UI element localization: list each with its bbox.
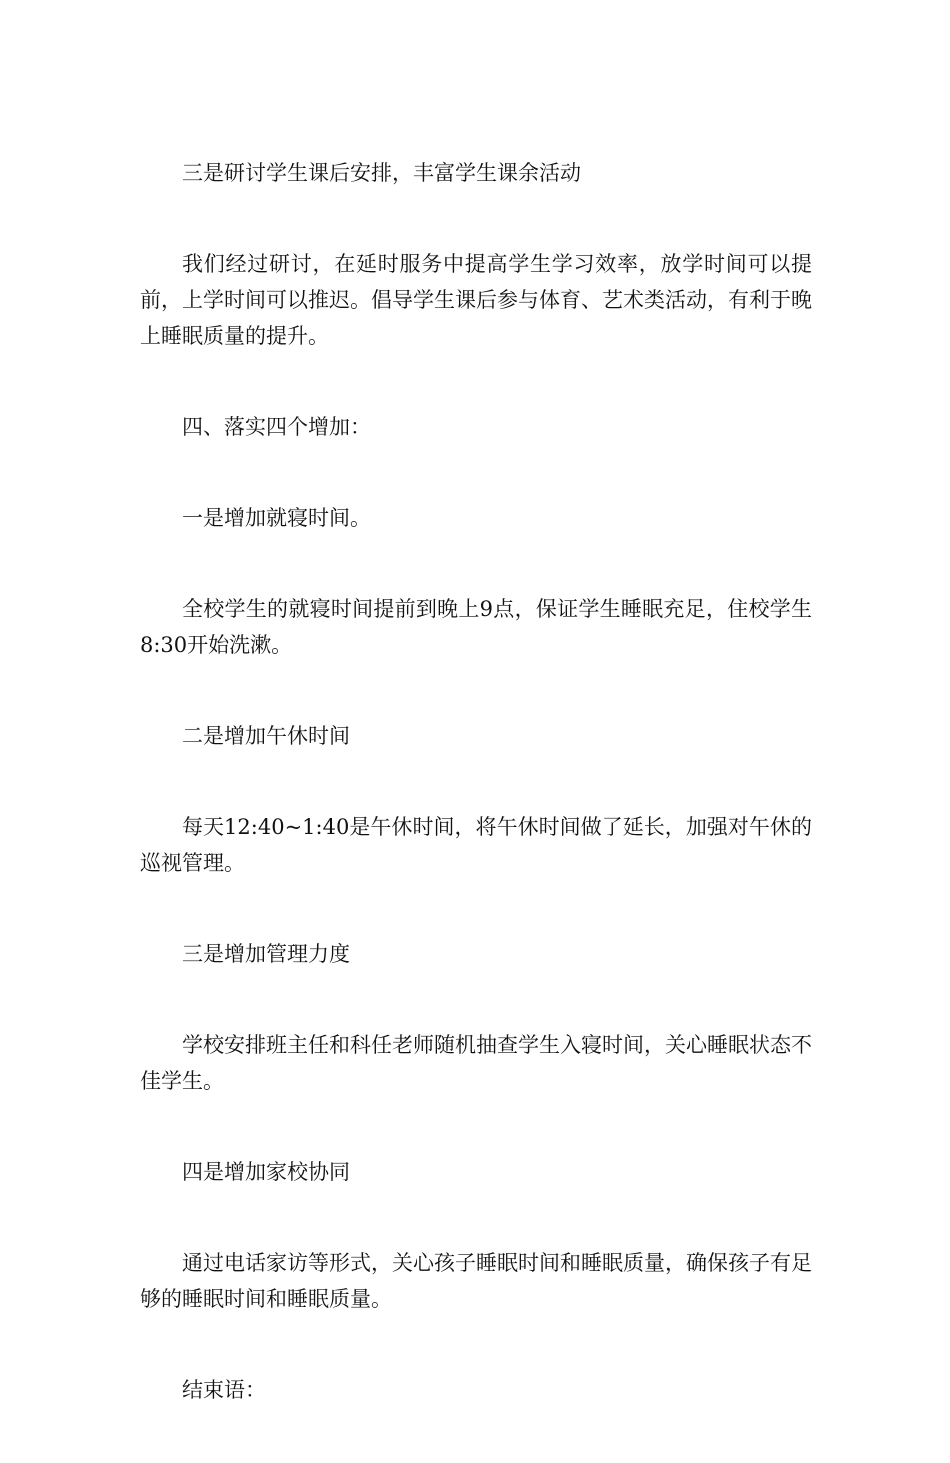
document-body [140,155,812,1463]
paragraph-subheading-after-school: 三是研讨学生课后安排，丰富学生课余活动 [182,161,581,185]
paragraph-after-school-detail: 我们经过研讨，在延时服务中提高学生学习效率，放学时间可以提前，上学时间可以推迟。倡导学生课后参与体育、艺术类活动，有利于晚上睡眠质量的提升。 [140,252,812,348]
paragraph-nap-detail: 每天12:40~1:40是午休时间，将午休时间做了延长，加强对午休的巡视管理。 [140,815,812,875]
paragraph-subheading-home-school: 四是增加家校协同 [182,1160,350,1184]
paragraph-management-detail: 学校安排班主任和科任老师随机抽查学生入寝时间，关心睡眠状态不佳学生。 [140,1033,812,1093]
paragraph-subheading-nap: 二是增加午休时间 [182,724,350,748]
paragraph-section-heading-four: 四、落实四个增加： [182,415,371,439]
paragraph-home-school-detail: 通过电话家访等形式，关心孩子睡眠时间和睡眠质量，确保孩子有足够的睡眠时间和睡眠质量。 [140,1251,812,1311]
paragraph-subheading-bedtime: 一是增加就寝时间。 [182,506,371,530]
paragraph-bedtime-detail: 全校学生的就寝时间提前到晚上9点，保证学生睡眠充足，住校学生8:30开始洗漱。 [140,597,812,657]
paragraph-subheading-management: 三是增加管理力度 [182,942,350,966]
paragraph-conclusion-heading: 结束语： [182,1378,266,1402]
